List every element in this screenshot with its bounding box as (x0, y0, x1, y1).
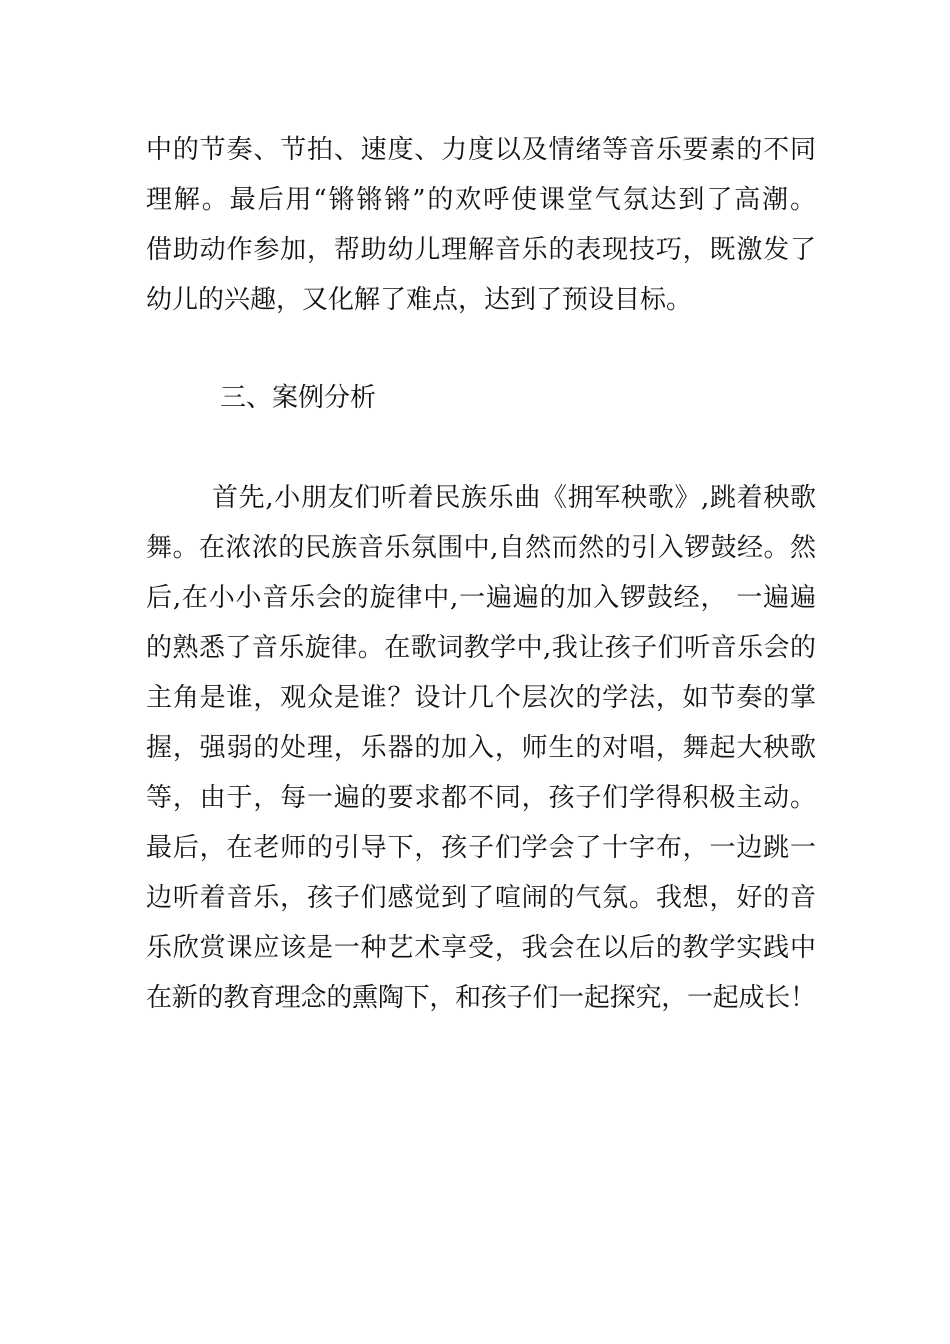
paragraph-1-line-3: 借助动作参加，帮助幼儿理解音乐的表现技巧，既激发了 (146, 235, 817, 265)
paragraph-2-line-11: 在新的教育理念的熏陶下，和孩子们一起探究，一起成长！ (146, 983, 816, 1013)
paragraph-2-line-9: 边听着音乐，孩子们感觉到了喧闹的气氛。我想，好的音 (146, 883, 817, 913)
paragraph-2-line-10: 乐欣赏课应该是一种艺术享受，我会在以后的教学实践中 (146, 933, 817, 963)
paragraph-2-line-5: 主角是谁，观众是谁？设计几个层次的学法，如节奏的掌 (146, 683, 817, 713)
paragraph-2-line-8: 最后，在老师的引导下，孩子们学会了十字布，一边跳一 (146, 833, 817, 863)
paragraph-2-line-4: 的熟悉了音乐旋律。在歌词教学中,我让孩子们听音乐会的 (146, 633, 817, 663)
paragraph-2-line-7: 等，由于，每一遍的要求都不同，孩子们学得积极主动。 (146, 783, 817, 813)
paragraph-1-line-4: 幼儿的兴趣，又化解了难点，达到了预设目标。 (146, 285, 693, 315)
paragraph-1-line-2: 理解。最后用“锵锵锵”的欢呼使课堂气氛达到了高潮。 (146, 185, 818, 215)
paragraph-2-line-2: 舞。在浓浓的民族音乐氛围中,自然而然的引入锣鼓经。然 (146, 533, 817, 563)
paragraph-2-line-3: 后,在小小音乐会的旋律中,一遍遍的加入锣鼓经， 一遍遍 (146, 583, 817, 613)
paragraph-2-line-6: 握，强弱的处理，乐器的加入，师生的对唱，舞起大秧歌 (146, 733, 817, 763)
paragraph-2-line-1: 首先,小朋友们听着民族乐曲《拥军秧歌》,跳着秧歌 (212, 483, 817, 513)
paragraph-1-line-1: 中的节奏、节拍、速度、力度以及情绪等音乐要素的不同 (146, 135, 817, 165)
section-heading: 三、案例分析 (220, 383, 377, 413)
